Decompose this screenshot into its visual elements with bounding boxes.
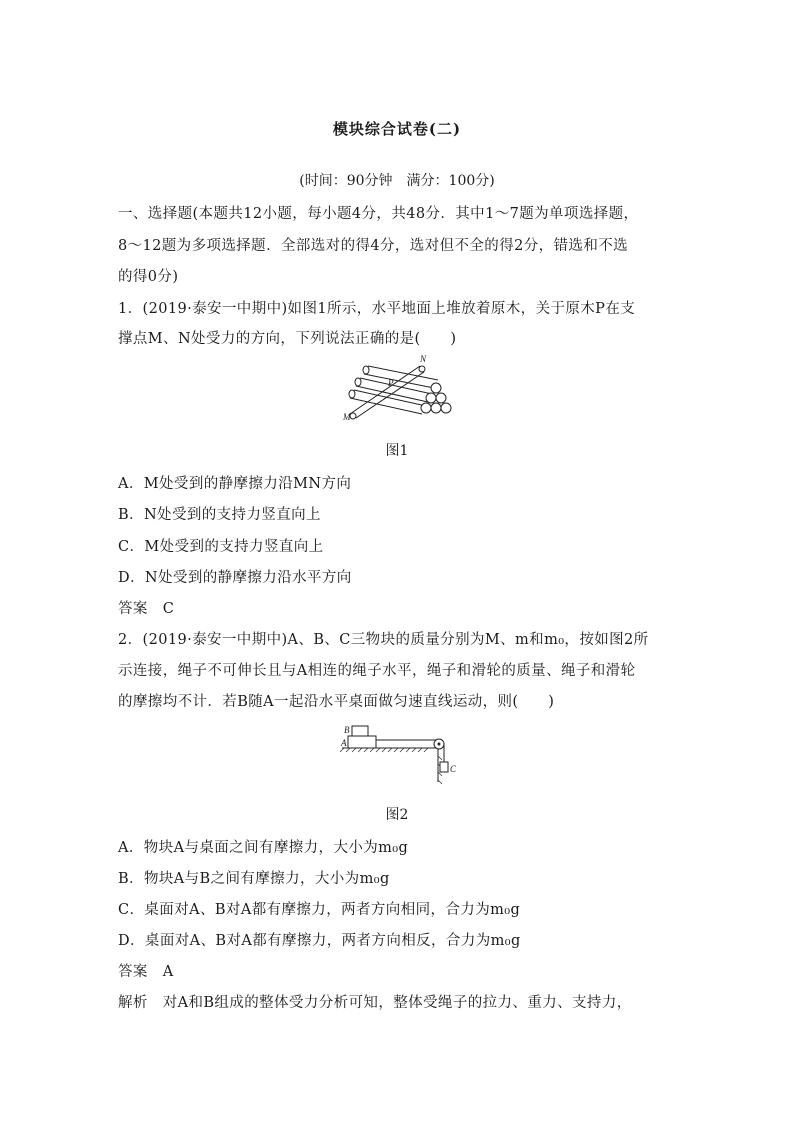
figure-2-label-b: B	[344, 725, 350, 735]
figure-1-label-m: M	[343, 412, 351, 422]
exam-meta: (时间：90分钟 满分：100分)	[299, 173, 495, 189]
q2-stem-line-1: 2．(2019·泰安一中期中)A、B、C三物块的质量分别为M、m和m₀，按如图2所	[118, 632, 649, 648]
q1-option-d: D．N处受到的静摩擦力沿水平方向	[118, 570, 352, 586]
q1-option-c: C．M处受到的支持力竖直向上	[118, 539, 324, 555]
figure-2-label-c: C	[450, 764, 457, 774]
q2-stem-line-3: 的摩擦均不计．若B随A一起沿水平桌面做匀速直线运动，则( )	[118, 694, 555, 710]
q2-analysis: 解析 对A和B组成的整体受力分析可知，整体受绳子的拉力、重力、支持力，	[118, 995, 632, 1011]
q1-stem-line-1: 1．(2019·泰安一中期中)如图1所示，水平地面上堆放着原木，关于原木P在支	[118, 301, 636, 317]
page-title: 模块综合试卷(二)	[332, 120, 462, 138]
section-instruction-line-1: 一、选择题(本题共12小题，每小题4分，共48分．其中1～7题为单项选择题，	[118, 206, 639, 222]
figure-2-caption: 图2	[385, 807, 409, 823]
q1-option-a: A．M处受到的静摩擦力沿MN方向	[118, 476, 352, 492]
q2-stem-line-2: 示连接，绳子不可伸长且与A相连的绳子水平，绳子和滑轮的质量、绳子和滑轮	[118, 663, 636, 679]
q1-answer: 答案 C	[118, 601, 175, 617]
section-instruction-line-2: 8～12题为多项选择题．全部选对的得4分，选对但不全的得2分，错选和不选	[118, 238, 629, 254]
figure-1-logs	[340, 352, 455, 424]
figure-2-label-a: A	[341, 738, 347, 748]
q1-stem-line-2: 撑点M、N处受力的方向，下列说法正确的是( )	[118, 331, 457, 347]
q2-option-b: B．物块A与B之间有摩擦力，大小为m₀g	[118, 871, 390, 887]
q1-option-b: B．N处受到的支持力竖直向上	[118, 507, 321, 523]
figure-1-caption: 图1	[385, 443, 409, 459]
section-instruction-line-3: 的得0分)	[118, 269, 179, 285]
q2-option-a: A．物块A与桌面之间有摩擦力，大小为m₀g	[118, 840, 409, 856]
q2-answer: 答案 A	[118, 964, 174, 980]
figure-2-pulley	[338, 720, 458, 786]
figure-1-label-p: P	[388, 378, 394, 388]
figure-1-label-n: N	[420, 354, 427, 364]
q2-option-d: D．桌面对A、B对A都有摩擦力，两者方向相反，合力为m₀g	[118, 933, 521, 949]
q2-option-c: C．桌面对A、B对A都有摩擦力，两者方向相同，合力为m₀g	[118, 902, 521, 918]
